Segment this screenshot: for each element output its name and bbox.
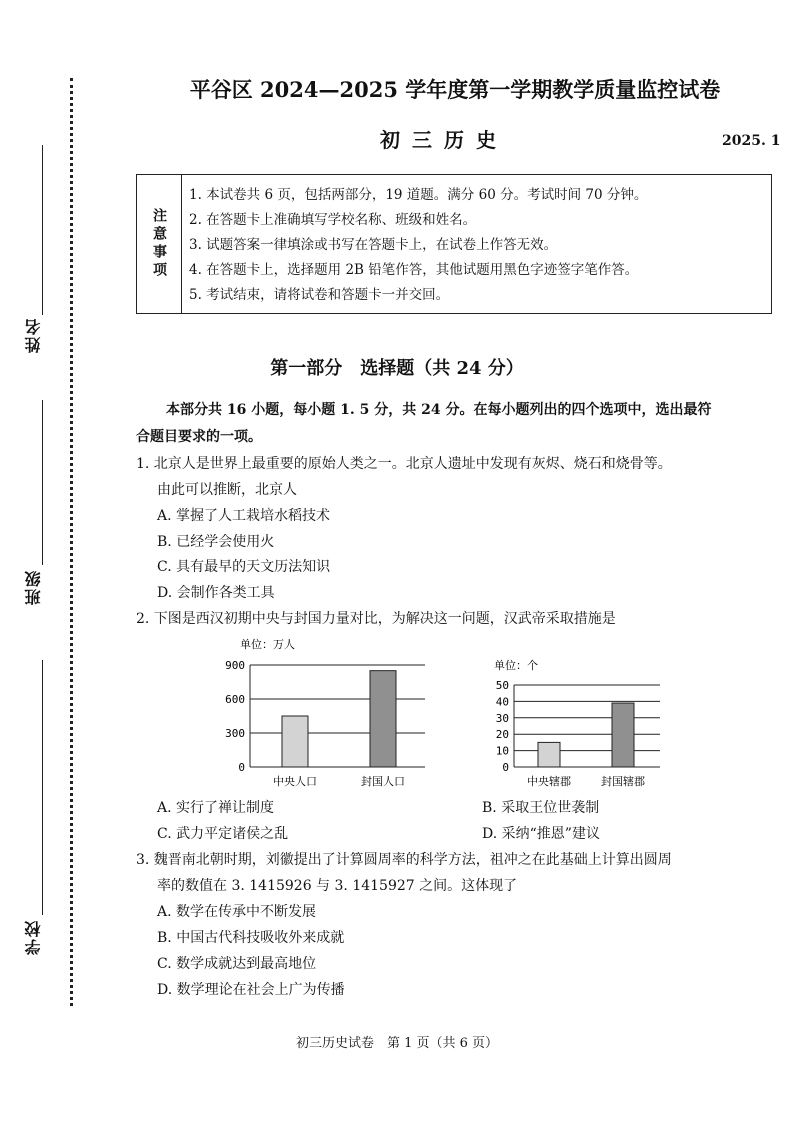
question-3-option-c: C. 数学成就达到最高地位: [157, 956, 317, 972]
notice-list: [189, 183, 647, 308]
notice-item: 1. 本试卷共 6 页，包括两部分，19 道题。满分 60 分。考试时间 70 分钟。: [189, 187, 648, 203]
exam-date: 2025. 1: [722, 133, 781, 149]
school-underline: [42, 660, 43, 915]
question-3-stem: 3. 魏晋南北朝时期，刘徽提出了计算圆周率的科学方法，祖冲之在此基础上计算出圆周: [136, 852, 672, 868]
question-2-option-c: C. 武力平定诸侯之乱: [157, 826, 289, 842]
chart-bar: [538, 742, 560, 767]
question-2-stem: 2. 下图是西汉初期中央与封国力量对比，为解决这一问题，汉武帝采取措施是: [136, 611, 616, 627]
section-intro: 本部分共 16 小题，每小题 1. 5 分，共 24 分。在每小题列出的四个选项中，选出最符: [166, 402, 712, 418]
chart-x-tick-label: 中央人口: [273, 775, 317, 788]
notice-item: 2. 在答题卡上准确填写学校名称、班级和姓名。: [189, 212, 477, 228]
chart-population: [200, 632, 450, 792]
class-label: 班级: [24, 569, 43, 605]
chart-y-tick-label: 50: [495, 679, 509, 692]
notice-box: [136, 174, 772, 314]
chart-y-tick-label: 10: [495, 744, 509, 758]
notice-item: 3. 试题答案一律填涂或书写在答题卡上，在试卷上作答无效。: [189, 237, 558, 253]
chart-y-tick-label: 40: [495, 695, 509, 709]
page-footer: 初三历史试卷 第 1 页（共 6 页）: [295, 1036, 499, 1051]
question-3-option-b: B. 中国古代科技吸收外来成就: [157, 930, 345, 946]
question-3-option-d: D. 数学理论在社会上广为传播: [157, 982, 345, 998]
question-1-option-c: C. 具有最早的天文历法知识: [157, 559, 331, 575]
notice-item: 4. 在答题卡上，选择题用 2B 铅笔作答，其他试题用黑色字迹签字笔作答。: [189, 262, 639, 278]
question-2-option-b: B. 采取王位世袭制: [482, 800, 600, 816]
chart-unit-label: 单位：个: [494, 659, 538, 672]
question-1-option-b: B. 已经学会使用火: [157, 534, 275, 550]
question-2-option-d: D. 采纳“推恩”建议: [482, 826, 600, 842]
name-underline: [42, 145, 43, 315]
chart-x-tick-label: 封国人口: [361, 775, 405, 788]
question-1-stem: 由此可以推断，北京人: [157, 482, 297, 498]
name-label: 姓名: [24, 317, 43, 353]
binding-dotted-line: [70, 78, 73, 1006]
school-label: 学校: [24, 919, 43, 955]
question-1-option-d: D. 会制作各类工具: [157, 585, 275, 601]
chart-y-tick-label: 0: [502, 761, 509, 774]
chart-y-tick-label: 0: [238, 761, 245, 774]
notice-item: 5. 考试结束，请将试卷和答题卡一并交回。: [189, 287, 450, 303]
exam-title: 平谷区 2024—2025 学年度第一学期教学质量监控试卷: [189, 77, 721, 102]
question-3-stem: 率的数值在 3. 1415926 与 3. 1415927 之间。这体现了: [157, 878, 518, 894]
question-2-option-a: A. 实行了禅让制度: [157, 800, 275, 816]
exam-subject: 初三历史: [380, 128, 508, 152]
chart-y-tick-label: 30: [495, 711, 509, 725]
chart-x-tick-label: 中央辖郡: [527, 775, 571, 788]
chart-bar: [612, 703, 634, 767]
question-3-option-a: A. 数学在传承中不断发展: [157, 904, 317, 920]
notice-heading: 注意事项: [151, 208, 167, 280]
question-1-option-a: A. 掌握了人工栽培水稻技术: [157, 508, 331, 524]
chart-bar: [282, 716, 308, 767]
chart-y-tick-label: 20: [495, 728, 509, 742]
section-intro: 合题目要求的一项。: [136, 429, 262, 445]
chart-unit-label: 单位：万人: [240, 638, 295, 651]
section-title: 第一部分 选择题（共 24 分）: [270, 358, 524, 379]
chart-x-tick-label: 封国辖郡: [601, 775, 645, 788]
chart-y-tick-label: 300: [225, 727, 245, 740]
question-1-stem: 1. 北京人是世界上最重要的原始人类之一。北京人遗址中发现有灰烬、烧石和烧骨等。: [136, 456, 672, 472]
notice-heading-cell: [137, 175, 182, 313]
chart-bar: [370, 671, 396, 767]
chart-y-tick-label: 600: [225, 693, 245, 706]
chart-y-tick-label: 900: [225, 659, 245, 672]
class-underline: [42, 400, 43, 565]
chart-commanderies: [482, 655, 682, 795]
